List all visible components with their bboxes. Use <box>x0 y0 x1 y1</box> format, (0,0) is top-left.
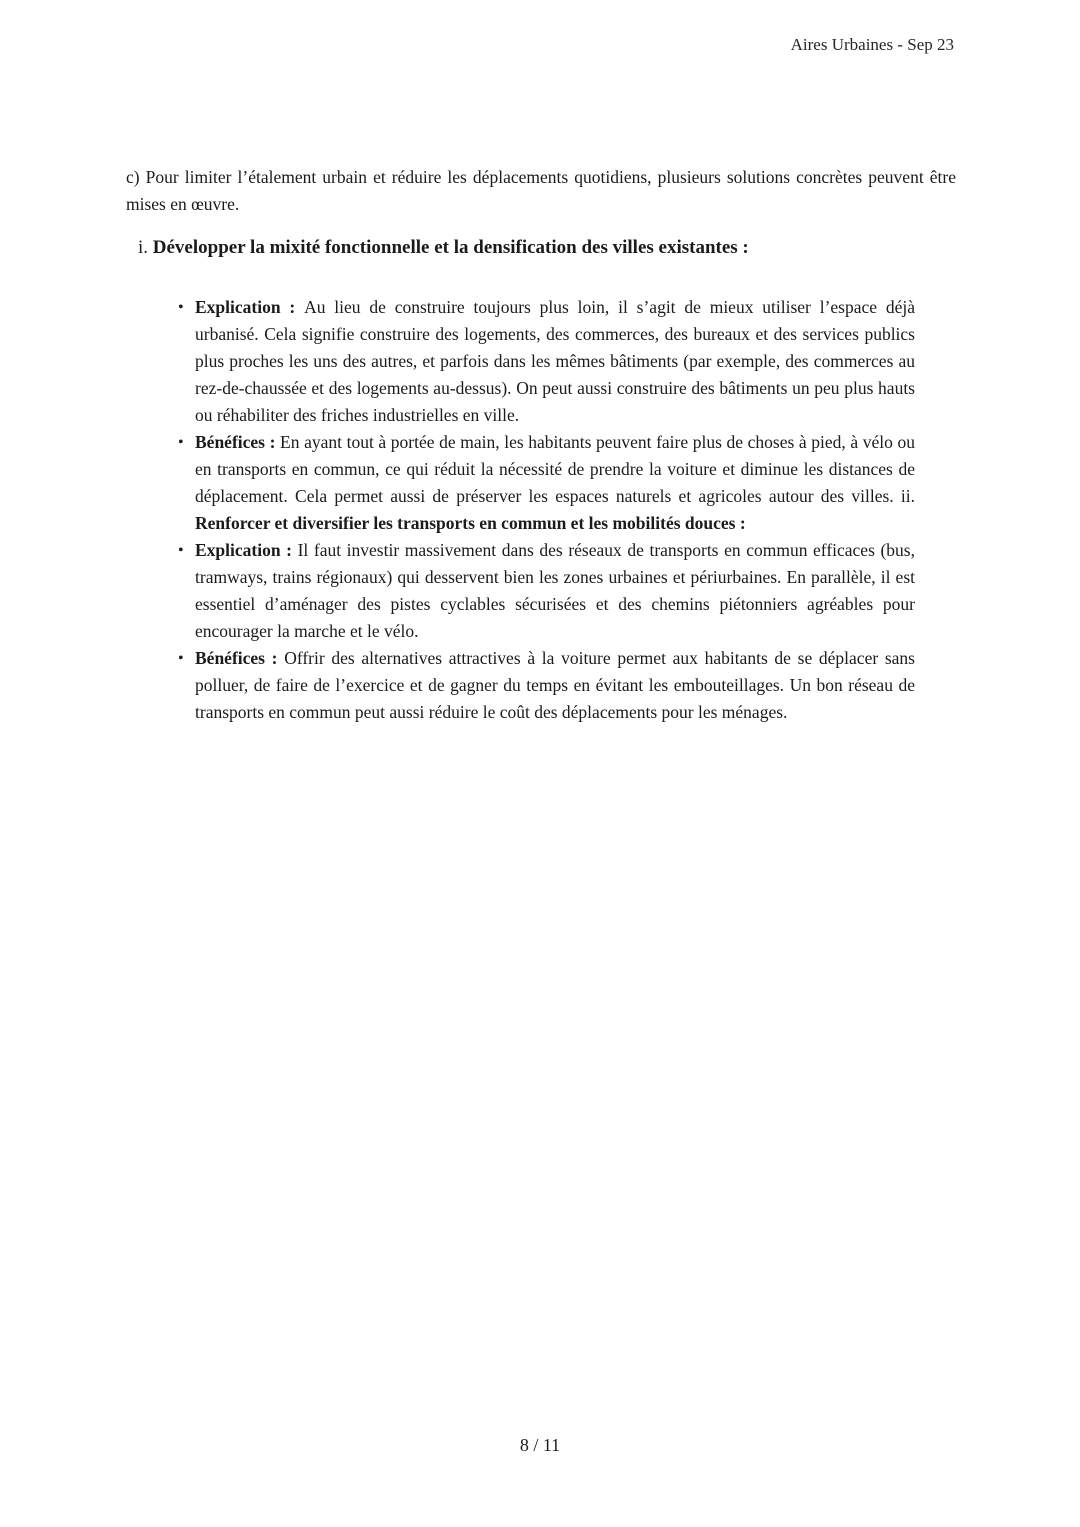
section-heading <box>138 234 958 261</box>
bullet-bold-text: Bénéfices : <box>195 432 281 452</box>
bullet-icon: • <box>178 299 184 316</box>
bullet-bold-text: Explication : <box>195 297 305 317</box>
bullet-icon: • <box>178 434 184 451</box>
bullet-item <box>178 294 916 429</box>
bullet-item <box>178 645 915 726</box>
intro-paragraph: c) Pour limiter l’étalement urbain et réduire les déplacements quotidiens, plusieurs solutions concrètes peuvent être mises en œuvre. <box>126 166 956 214</box>
bullet-item <box>178 537 915 645</box>
bullet-bold-text: Explication : <box>195 540 298 560</box>
section-heading-title: Développer la mixité fonctionnelle et la densification des villes existantes : <box>152 237 749 258</box>
bullet-bold-text: Renforcer et diversifier les transports en commun et les mobilités douces : <box>195 513 746 533</box>
bullet-text: Offrir des alternatives attractives à la voiture permet aux habitants de se déplacer sans polluer, de faire de l’exercice et de gagner du temps en évitant les embouteillages. Un bon réseau de transports en commun peut aussi réduire le coût des déplacements pour les ménages. <box>195 648 915 722</box>
bullet-icon: • <box>178 542 184 559</box>
bullet-text: En ayant tout à portée de main, les habitants peuvent faire plus de choses à pied, à vélo ou en transports en commun, ce qui réduit la nécessité de prendre la voiture et diminue les distances de déplacement. Cela permet aussi de préserver les espaces naturels et agricoles autour des villes. ii. <box>195 432 915 506</box>
bullet-icon: • <box>178 650 184 667</box>
page-number: 8 / 11 <box>519 1435 561 1455</box>
bullet-text: Il faut investir massivement dans des réseaux de transports en commun efficaces (bus, tramways, trains régionaux) qui desservent bien les zones urbaines et périurbaines. En parallèle, il est essentiel d’aménager des pistes cyclables sécurisées et des chemins piétonniers agréables pour encourager la marche et le vélo. <box>195 540 915 641</box>
section-heading-numeral: i. <box>138 237 153 258</box>
bullet-text: Au lieu de construire toujours plus loin, il s’agit de mieux utiliser l’espace déjà urbanisé. Cela signifie construire des logements, des commerces, des bureaux et des services publics plus proches les uns des autres, et parfois dans les mêmes bâtiments (par exemple, des commerces au rez-de-chaussée et des logements au-dessus). On peut aussi construire des bâtiments un peu plus hauts ou réhabiliter des friches industrielles en ville. <box>195 297 916 425</box>
page-header-title: Aires Urbaines - Sep 23 <box>790 35 954 54</box>
bullet-bold-text: Bénéfices : <box>195 648 285 668</box>
bullet-list <box>126 294 916 726</box>
bullet-item <box>178 429 915 537</box>
